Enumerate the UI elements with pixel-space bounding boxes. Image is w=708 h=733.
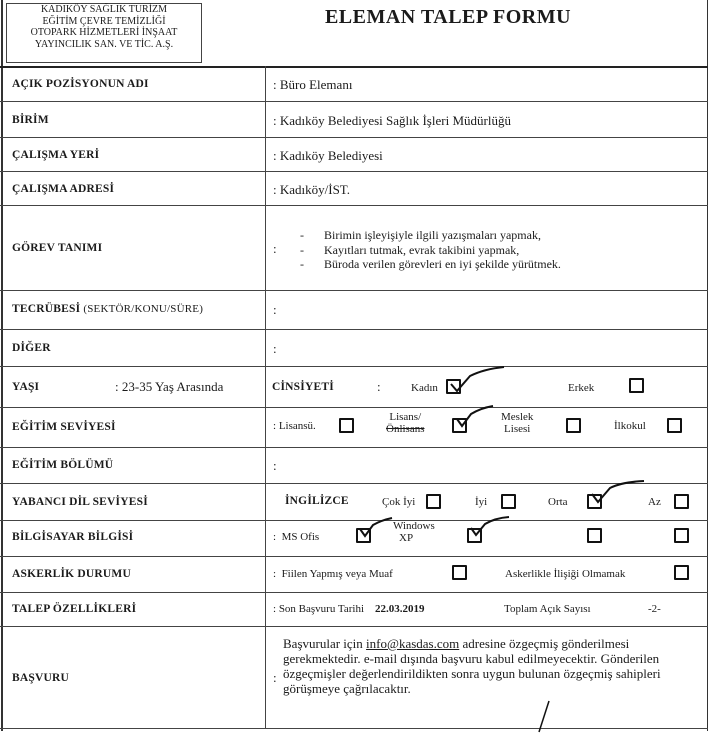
apply-colon: : <box>273 670 277 685</box>
unit-value: : Kadıköy Belediyesi Sağlık İşleri Müdürlüğü <box>273 113 511 128</box>
computer-extra-checkbox-2[interactable] <box>674 528 689 543</box>
position-value: : Büro Elemanı <box>273 77 353 92</box>
divider <box>0 329 708 330</box>
request-label: TALEP ÖZELLİKLERİ <box>12 603 137 615</box>
age-value: : 23-35 Yaş Arasında <box>115 379 224 394</box>
language-good-checkbox[interactable] <box>501 494 516 509</box>
other-value: : <box>273 341 277 356</box>
company-line: OTOPARK HİZMETLERİ İNŞAAT <box>30 27 178 38</box>
military-option-1-label: : Fiilen Yapmış veya Muaf <box>273 568 393 580</box>
openings-value: -2- <box>648 603 661 615</box>
column-divider <box>265 66 266 728</box>
apply-text: Başvurular için info@kasdas.com adresine özgeçmiş gönderilmesi gerekmektedir. e-mail dışında başvuru kabul edilmeyecektir. Gönderilen özgeçmişler değerlendirildikten sonra uygun bulunan özgeçmiş sahipleri görüşmeye çağrılacaktır. <box>283 636 661 696</box>
experience-value: : <box>273 302 277 317</box>
divider <box>0 290 708 291</box>
department-label: EĞİTİM BÖLÜMÜ <box>12 459 114 471</box>
company-line: KADIKÖY SAĞLIK TURİZM <box>40 4 168 15</box>
military-option-1-checkbox[interactable] <box>452 565 467 580</box>
divider <box>0 728 708 729</box>
divider <box>0 407 708 408</box>
deadline-value: 22.03.2019 <box>375 603 425 615</box>
address-label: ÇALIŞMA ADRESİ <box>12 183 115 195</box>
company-line: YAYINCILIK SAN. VE TİC. A.Ş. <box>34 38 174 50</box>
position-label: AÇIK POZİSYONUN ADI <box>12 78 149 90</box>
check-mark-icon <box>448 366 508 394</box>
unit-label: BİRİM <box>12 114 49 126</box>
request-deadline: : Son Başvuru Tarihi 22.03.2019 <box>273 603 425 615</box>
language-very-good-checkbox[interactable] <box>426 494 441 509</box>
gender-male-label: Erkek <box>568 382 595 394</box>
openings-label: Toplam Açık Sayısı <box>504 603 591 615</box>
language-good-label: İyi <box>475 496 488 508</box>
department-value: : <box>273 458 277 473</box>
education-vocational-checkbox[interactable] <box>566 418 581 433</box>
check-mark-icon <box>455 404 495 430</box>
gender-female-label: Kadın <box>411 382 438 394</box>
check-mark-icon <box>358 516 394 540</box>
deadline-label: Son Başvuru Tarihi <box>278 603 365 615</box>
education-postgrad-checkbox[interactable] <box>339 418 354 433</box>
computer-extra-checkbox-1[interactable] <box>587 528 602 543</box>
divider <box>0 626 708 627</box>
education-colon: : Lisansü. <box>273 420 316 432</box>
gender-male-checkbox[interactable] <box>629 378 644 393</box>
list-item: - Büroda verilen görevleri en iyi şekilde yürütmek. <box>300 257 561 271</box>
company-block <box>6 3 202 63</box>
divider <box>0 520 708 521</box>
divider <box>0 101 708 102</box>
address-value: : Kadıköy/İST. <box>273 182 351 197</box>
divider <box>0 592 708 593</box>
duties-label: GÖREV TANIMI <box>12 242 103 254</box>
experience-label: TECRÜBESİ (SEKTÖR/KONU/SÜRE) <box>12 303 204 315</box>
divider <box>0 205 708 206</box>
other-label: DİĞER <box>12 342 51 354</box>
military-option-2-label: Askerlikle İlişiği Olmamak <box>505 568 626 580</box>
divider <box>0 66 708 68</box>
list-item: - Birimin işleyişiyle ilgili yazışmaları yapmak, <box>300 228 541 242</box>
computer-ms-office-label: : MS Ofis <box>273 531 320 543</box>
duties-list <box>300 228 561 272</box>
form-title: ELEMAN TALEP FORMU <box>324 6 572 28</box>
divider <box>0 366 708 367</box>
language-low-checkbox[interactable] <box>674 494 689 509</box>
military-label: ASKERLİK DURUMU <box>12 568 131 580</box>
company-line: EĞİTİM ÇEVRE TEMİZLİĞİ <box>42 15 166 27</box>
education-bachelor-label: Lisans/ Önlisans <box>386 411 425 435</box>
check-mark-icon <box>469 515 511 539</box>
education-vocational-label: Meslek Lisesi <box>501 411 534 435</box>
language-name: İNGİLİZCE <box>285 495 349 507</box>
age-label: YAŞI <box>12 381 40 393</box>
education-option-label: Lisansü. <box>278 420 316 432</box>
divider <box>0 171 708 172</box>
divider <box>0 447 708 448</box>
education-label: EĞİTİM SEVİYESİ <box>12 421 116 433</box>
divider <box>0 556 708 557</box>
language-low-label: Az <box>648 496 661 508</box>
gender-colon: : <box>377 379 381 394</box>
gender-label: CİNSİYETİ <box>272 381 334 393</box>
workplace-label: ÇALIŞMA YERİ <box>12 149 100 161</box>
divider <box>0 137 708 138</box>
computer-windows-label: Windows XP <box>393 520 435 544</box>
list-item: - Kayıtları tutmak, evrak takibini yapmak, <box>300 242 520 257</box>
computer-label: BİLGİSAYAR BİLGİSİ <box>12 531 134 543</box>
military-option-2-checkbox[interactable] <box>674 565 689 580</box>
education-primary-checkbox[interactable] <box>667 418 682 433</box>
email-link[interactable]: info@kasdas.com <box>366 636 460 651</box>
duties-colon: : <box>273 241 277 256</box>
workplace-value: : Kadıköy Belediyesi <box>273 148 383 163</box>
education-primary-label: İlkokul <box>614 420 646 432</box>
language-medium-label: Orta <box>548 496 568 508</box>
apply-label: BAŞVURU <box>12 672 69 684</box>
language-label: YABANCI DİL SEVİYESİ <box>12 496 148 508</box>
pen-stroke-icon <box>535 700 555 733</box>
language-very-good-label: Çok İyi <box>382 496 416 508</box>
check-mark-icon <box>590 480 646 506</box>
